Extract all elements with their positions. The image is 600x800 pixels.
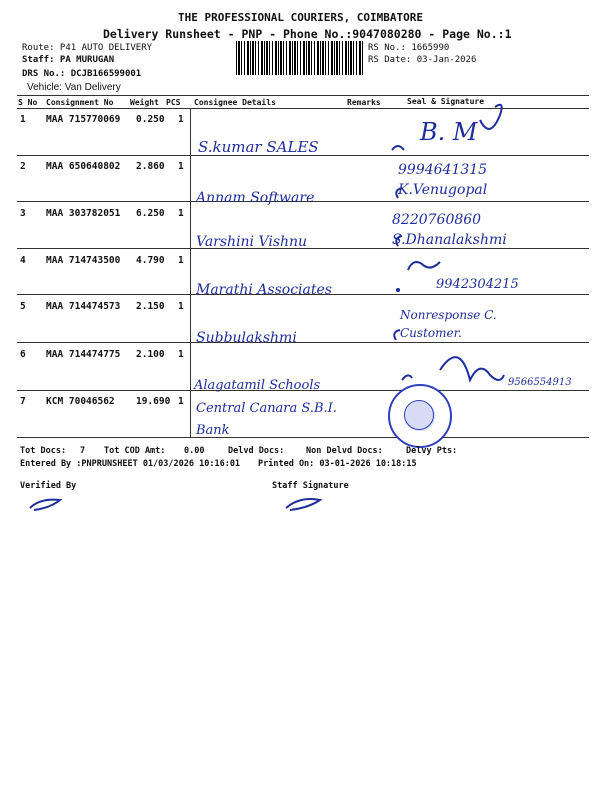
row-consignee-handwriting: Central Canara S.B.I. Bank <box>196 401 337 438</box>
vehicle-label: Vehicle: Van Delivery <box>27 82 121 93</box>
row-sno: 7 <box>20 396 26 407</box>
tot-cod-label: Tot COD Amt: <box>104 446 166 456</box>
row-signature: 9942304215 <box>436 277 519 292</box>
staff-label: Staff: PA MURUGAN <box>22 55 115 65</box>
delvy-pts-label: Delvy Pts: <box>406 446 458 456</box>
row-consignee-handwriting: Marathi Associates <box>196 282 332 298</box>
table-header-rule <box>17 108 589 109</box>
col-remarks: Remarks <box>347 98 381 107</box>
row-sno: 6 <box>20 349 26 360</box>
row-weight: 0.250 <box>136 114 165 125</box>
row-sno: 1 <box>20 114 26 125</box>
row-consignee-handwriting: Subbulakshmi <box>196 330 297 346</box>
row-rule <box>17 342 589 343</box>
row-consignee-handwriting: Alagatamil Schools <box>194 378 321 393</box>
barcode-image <box>236 41 364 75</box>
bank-seal-stamp <box>388 384 452 448</box>
row-consignment: MAA 303782051 <box>46 208 121 219</box>
runsheet-title: Delivery Runsheet - PNP - Phone No.:9047080280 - Page No.:1 <box>103 27 512 41</box>
row-weight: 2.150 <box>136 301 165 312</box>
row-sno: 4 <box>20 255 26 266</box>
row-pcs: 1 <box>178 208 184 219</box>
row-consignee-handwriting: S.kumar SALES <box>198 138 319 156</box>
row-sno: 2 <box>20 161 26 172</box>
table-top-rule <box>17 95 589 96</box>
col-sno: S No <box>18 98 38 107</box>
row-consignment: MAA 715770069 <box>46 114 121 125</box>
staff-signature-label: Staff Signature <box>272 481 349 491</box>
row-consignment: MAA 714743500 <box>46 255 121 266</box>
company-title: THE PROFESSIONAL COURIERS, COIMBATORE <box>178 11 424 24</box>
row-weight: 6.250 <box>136 208 165 219</box>
row-pcs: 1 <box>178 161 184 172</box>
row-weight: 19.690 <box>136 396 171 407</box>
row-pcs: 1 <box>178 301 184 312</box>
verified-by-label: Verified By <box>20 481 77 491</box>
non-delvd-docs-label: Non Delvd Docs: <box>306 446 383 456</box>
row-signature: 8220760860 S.Dhanalakshmi <box>392 212 507 248</box>
row-sno: 5 <box>20 301 26 312</box>
col-pcs: PCS <box>166 98 181 107</box>
row-weight: 4.790 <box>136 255 165 266</box>
printed-on: Printed On: 03-01-2026 10:18:15 <box>258 459 417 469</box>
row-consignment: MAA 650640802 <box>46 161 121 172</box>
col-seal-signature: Seal & Signature <box>407 97 485 106</box>
row-sno: 3 <box>20 208 26 219</box>
row-pcs: 1 <box>178 396 184 407</box>
row-signature: 9994641315 K.Venugopal <box>398 162 488 198</box>
row-consignee-handwriting: Annam Software <box>196 190 315 206</box>
row-consignee-handwriting: Varshini Vishnu <box>196 234 308 250</box>
row-pcs: 1 <box>178 255 184 266</box>
col-weight: Weight <box>130 98 159 107</box>
row-signature: Nonresponse C. Customer. <box>400 308 497 340</box>
tot-docs-value: 7 <box>80 446 86 456</box>
col-consignment: Consignment No <box>46 98 114 107</box>
column-separator <box>190 108 191 438</box>
rs-date: RS Date: 03-Jan-2026 <box>368 55 477 65</box>
row-weight: 2.100 <box>136 349 165 360</box>
row-signature: 9566554913 <box>508 377 572 388</box>
row-pcs: 1 <box>178 349 184 360</box>
tot-cod-value: 0.00 <box>184 446 205 456</box>
delvd-docs-label: Delvd Docs: <box>228 446 285 456</box>
row-consignment: KCM 70046562 <box>46 396 115 407</box>
row-consignment: MAA 714474573 <box>46 301 121 312</box>
row-consignment: MAA 714474775 <box>46 349 121 360</box>
row-signature: B. M <box>420 118 478 146</box>
entered-by: Entered By :PNPRUNSHEET 01/03/2026 10:16:01 <box>20 459 241 469</box>
rs-number: RS No.: 1665990 <box>368 43 450 53</box>
row-pcs: 1 <box>178 114 184 125</box>
tot-docs-label: Tot Docs: <box>20 446 67 456</box>
route-label: Route: P41 AUTO DELIVERY <box>22 43 153 53</box>
row-weight: 2.860 <box>136 161 165 172</box>
drs-number: DRS No.: DCJB166599001 <box>22 69 142 79</box>
col-consignee: Consignee Details <box>194 98 276 107</box>
